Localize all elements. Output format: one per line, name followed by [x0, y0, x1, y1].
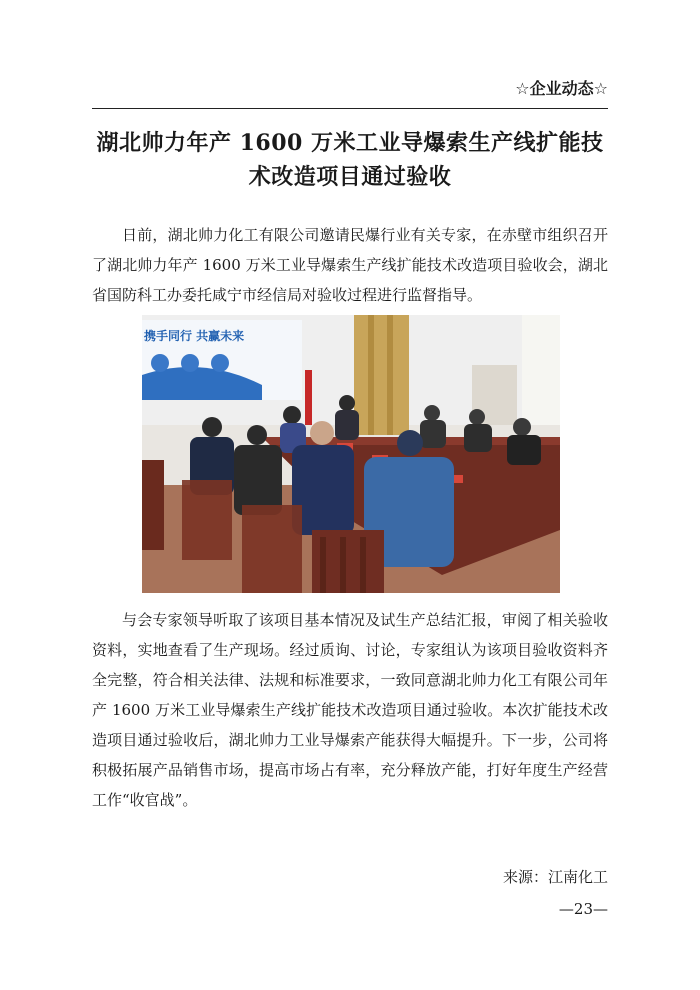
header-divider: [92, 108, 608, 109]
article-paragraph-1: 日前，湖北帅力化工有限公司邀请民爆行业有关专家，在赤壁市组织召开了湖北帅力年产 1600 万米工业导爆索生产线扩能技术改造项目验收会，湖北省国防科工办委托咸宁市经信局对验收过程进行监督指导。: [92, 226, 608, 304]
article-title: 湖北帅力年产 1600 万米工业导爆索生产线扩能技术改造项目通过验收: [96, 130, 604, 190]
article-source: 来源：江南化工: [502, 868, 608, 886]
meeting-photo: [142, 315, 560, 593]
meeting-photo-illustration: [142, 315, 560, 593]
page-number: —23—: [558, 900, 608, 918]
article-paragraph-2: 与会专家领导听取了该项目基本情况及试生产总结汇报，审阅了相关验收资料，实地查看了生产现场。经过质询、讨论，专家组认为该项目验收资料齐全完整，符合相关法律、法规和标准要求，一致同意湖北帅力化工有限公司年产 1600 万米工业导爆索生产线扩能技术改造项目通过验收。本次扩能技术改造项目通过验收后，湖北帅力工业导爆索产能获得大幅提升。下一步，公司将积极拓展产品销售市场，提高市场占有率，充分释放产能，打好年度生产经营工作“收官战”。: [92, 611, 608, 809]
banner-text: 携手同行 共赢未来: [144, 329, 245, 343]
section-header: ☆企业动态☆: [515, 79, 608, 98]
